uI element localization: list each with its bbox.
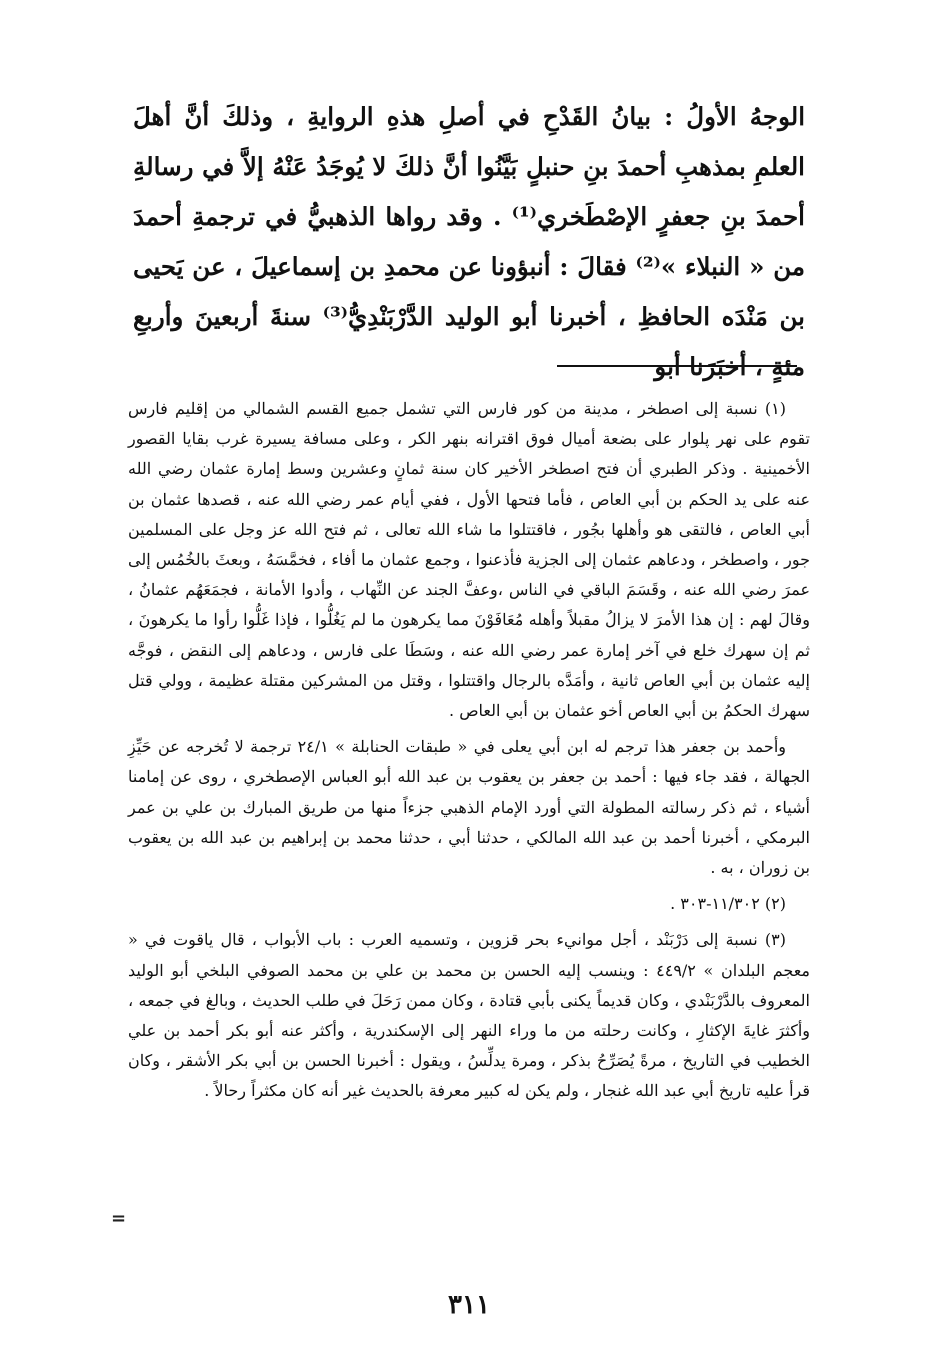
main-text-block	[133, 92, 805, 392]
footnote-3: (٣) نسبة إلى دَرْبَنْد ، أجل موانيء بحر قزوين ، وتسميه العرب : باب الأبواب ، قال ياقوت في « معجم البلدان » ٤٤٩/٢ : وينسب إليه الحسن بن محمد بن علي بن محمد الصوفي البلخي أبو الوليد المعروف بالدَّرْبَنْدي ، وكان قديماً يكنى بأبي قتادة ، وكان ممن رَحَلَ في طلب الحديث ، وبالغ في جمعه ، وأكثرَ غايةَ الإكثارِ ، وكانت رحلته من ما وراء النهر إلى الإسكندرية ، وأكثر عنه أبو بكر أحمد بن علي الخطيب في التاريخ ، مرةً يُصَرِّحُ بذكر ، ومرة يدلِّسُ ، ويقول : أخبرنا الحسن بن أبي بكر الأشقر ، وكان قرأ عليه تاريخ أبي عبد الله غنجار ، ولم يكن له كبير معرفة بالحديث غير أنه كان مكثراً رحالاً .	[128, 930, 810, 1101]
main-paragraph	[133, 92, 805, 392]
footnote-2: (٢) ١١/٣٠٢-٣٠٣ .	[670, 894, 786, 914]
main-paragraph-body: : بيانُ القَدْحِ في أصلِ هذهِ الروايةِ ، وذلكَ أنَّ أهلَ العلمِ بمذهبِ أحمدَ بنِ حنبلٍ بَيَّنُوا أنَّ ذلكَ لا يُوجَدُ عَنْهُ إلاَّ في رسالةِ أحمدَ بنِ جعفرٍ الإصْطَخري⁽¹⁾ . وقد رواها الذهبيُّ في ترجمةِ أحمدَ من « النبلاء »⁽²⁾ فقالَ : أنبؤونا عن محمدِ بن إسماعيلَ ، عن يَحيى بن مَنْدَه الحافظِ ، أخبرنا أبو الوليد الدَّرْبَنْدِيُّ⁽³⁾ سنةَ أربعينَ وأربعِ مئةٍ ، أخبَرَنا أبو	[133, 102, 806, 381]
footnotes-block	[128, 394, 810, 1107]
footnote-1: (١) نسبة إلى اصطخر ، مدينة من كور فارس التي تشمل جميع القسم الشمالي من إقليم فارس تقوم على نهر پلوار على بضعة أميال فوق اقترانه بنهر الكر ، وعلى مسافة يسيرة غرب بقايا القصور الأخمينية . وذكر الطبري أن فتح اصطخر الأخير كان سنة ثمانٍ وعشرين وسط إمارة عثمان رضي الله عنه على يد الحكم بن أبي العاص ، فأما فتحها الأول ، ففي أيام عمر رضي الله عنه ، قصدها عثمان بن أبي العاص ، فالتقى هو وأهلها بجُور ، فاقتتلوا ما شاء الله تعالى ، ثم فتح الله عز وجل على المسلمين جور ، واصطخر ، ودعاهم عثمان إلى الجزية فأذعنوا ، وجمع عثمان ما أفاء ، فخمَّسَهُ ، وبعثَ بالخُمُس إلى عمرَ رضي الله عنه ، وقَسَمَ الباقي في الناس ،وعفَّ الجند عن النِّهاب ، وأدوا الأمانة ، فجمَعَهُم عثمانُ ، وقالَ لهم : إن هذا الأمرَ لا يزالُ مقبلاً وأهله مُعَافَوْنَ مما يكرهون ما لم يَغُلُّوا ، فإذا غَلُّوا رأوا ما يكرهونَ ، ثم إن سهرك خلع في آخر إمارة عمر رضي الله عنه ، وسَطَا على فارس ، ودعاهم إلى النقض ، فوجَّه إليه عثمان بن أبي العاص ثانية ، وأمَدَّه بالرجال واقتتلوا ، وقتل من المشركين مقتلة عظيمة ، وولي قتل سهرك الحكمُ بن أبي العاص أخو عثمان بن أبي العاص .	[128, 399, 810, 721]
footnote-separator	[557, 365, 797, 367]
footnote-1-continued: وأحمد بن جعفر هذا ترجم له ابن أبي يعلى في « طبقات الحنابلة » ٢٤/١ ترجمة لا تُخرجه عن حَيِّزِ الجهالة ، فقد جاء فيها : أحمد بن جعفر بن يعقوب بن عبد الله أبو العباس الإصطخري ، روى عن إمامنا أشياء ، ثم ذكر رسالته المطولة التي أورد الإمام الذهبي جزءاً منها من طريق المبارك بن علي بن عمر البرمكي ، أخبرنا أحمد بن عبد الله المالكي ، حدثنا أبي ، حدثنا محمد بن إبراهيم بن عبد الله بن يعقوب بن زوران ، به .	[128, 737, 811, 878]
page-number: ٣١١	[448, 1290, 490, 1320]
section-lead: الوجهُ الأولُ	[686, 102, 806, 131]
continuation-mark: =	[111, 1208, 127, 1229]
